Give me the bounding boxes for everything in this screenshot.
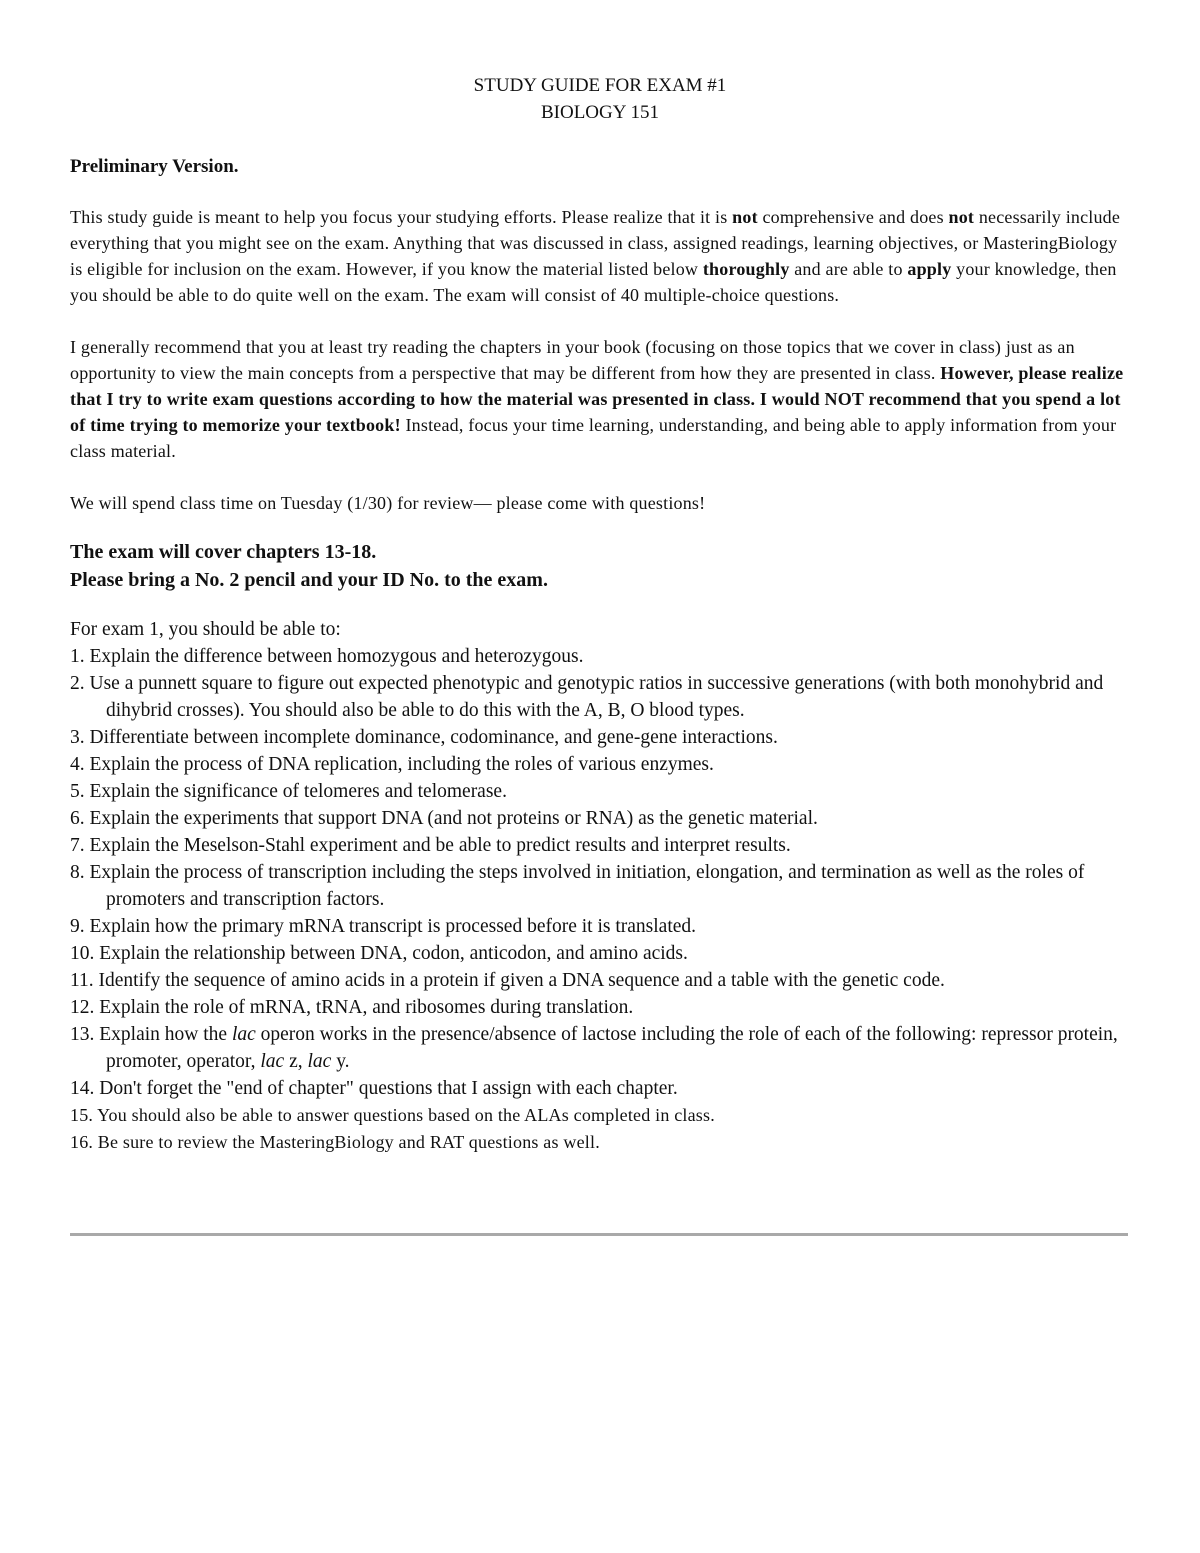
objective-item-13: [70, 1021, 1130, 1075]
objective-item-11: 11. Identify the sequence of amino acids in a protein if given a DNA sequence and a table with the genetic code.: [70, 970, 945, 991]
title-line-2: BIOLOGY 151: [540, 102, 660, 123]
exam-info: [70, 538, 1130, 594]
exam-chapters: The exam will cover chapters 13-18.: [70, 541, 377, 563]
objective-13-lac-2: lac: [260, 1051, 285, 1072]
objective-13-lac-3: lac: [307, 1051, 332, 1072]
objective-13-text-1: 13. Explain how the: [70, 1024, 232, 1045]
objective-item-7: 7. Explain the Meselson-Stahl experiment and be able to predict results and interpret results.: [70, 835, 791, 856]
horizontal-divider: [70, 1233, 1128, 1236]
objective-item-3: 3. Differentiate between incomplete dominance, codominance, and gene-gene interactions.: [70, 727, 778, 748]
document-title: [70, 72, 1130, 126]
objective-item-9: 9. Explain how the primary mRNA transcript is processed before it is translated.: [70, 916, 697, 937]
recommendation-bold: However, please realize that I try to write exam questions according to how the material was presented in class. I would NOT recommend that you spend a lot of time trying to memorize your textbook!: [70, 363, 1124, 435]
review-paragraph: We will spend class time on Tuesday (1/30) for review— please come with questions!: [70, 493, 706, 513]
objective-item-5: 5. Explain the significance of telomeres and telomerase.: [70, 781, 507, 802]
exam-materials: Please bring a No. 2 pencil and your ID No. to the exam.: [70, 569, 548, 591]
intro-bold-not-2: not: [948, 207, 975, 227]
intro-text-5: your knowledge, then you should be able to do quite well on the exam. The exam will consist of 40 multiple-choice questions.: [70, 259, 1117, 305]
study-guide-page: [70, 72, 1130, 1155]
intro-text-4: and are able to: [789, 259, 908, 279]
objective-item-14: 14. Don't forget the "end of chapter" questions that I assign with each chapter.: [70, 1078, 678, 1099]
objective-13-lac-1: lac: [231, 1024, 256, 1045]
intro-bold-thoroughly: thoroughly: [702, 259, 790, 279]
objective-item-16: 16. Be sure to review the MasteringBiology and RAT questions as well.: [70, 1131, 600, 1152]
intro-text-2: comprehensive and does: [757, 207, 949, 227]
intro-bold-apply: apply: [907, 259, 952, 279]
intro-text-1: This study guide is meant to help you focus your studying efforts. Please realize that it is: [70, 207, 733, 227]
objective-item-12: 12. Explain the role of mRNA, tRNA, and ribosomes during translation.: [70, 997, 634, 1018]
objective-item-1: 1. Explain the difference between homozygous and heterozygous.: [70, 646, 584, 667]
objectives-intro: For exam 1, you should be able to:: [70, 619, 341, 640]
intro-bold-not-1: not: [732, 207, 758, 227]
intro-paragraph: [70, 204, 1130, 308]
recommendation-text-2: Instead, focus your time learning, understanding, and being able to apply information from your class material.: [70, 415, 1117, 461]
objective-13-text-2: operon works in the presence/absence of lactose including the role of each of the following: repressor protein, promoter, operator,: [106, 1024, 1118, 1072]
objective-item-6: 6. Explain the experiments that support DNA (and not proteins or RNA) as the genetic material.: [70, 808, 818, 829]
recommendation-text-1: I generally recommend that you at least try reading the chapters in your book (focusing on those topics that we cover in class) just as an opportunity to view the main concepts from a perspective that may be different from how they are presented in class.: [70, 337, 1075, 383]
objective-13-text-4: y.: [331, 1051, 350, 1072]
preliminary-version-label: Preliminary Version.: [70, 156, 239, 177]
title-line-1: STUDY GUIDE FOR EXAM #1: [473, 75, 727, 96]
objective-13-text-3: z,: [284, 1051, 308, 1072]
objective-item-10: 10. Explain the relationship between DNA, codon, anticodon, and amino acids.: [70, 943, 688, 964]
intro-text-3: necessarily include everything that you might see on the exam. Anything that was discussed in class, assigned readings, learning objectives, or MasteringBiology is eligible for inclusion on the exam. However, if you know the material listed below: [70, 207, 1121, 279]
recommendation-paragraph: [70, 334, 1130, 464]
objective-item-4: 4. Explain the process of DNA replication, including the roles of various enzymes.: [70, 754, 714, 775]
objectives-list: [70, 616, 1130, 1155]
objective-item-8: 8. Explain the process of transcription including the steps involved in initiation, elongation, and termination as well as the roles of promoters and transcription factors.: [70, 862, 1085, 910]
objective-item-15: 15. You should also be able to answer questions based on the ALAs completed in class.: [70, 1105, 715, 1125]
objective-item-2: 2. Use a punnett square to figure out expected phenotypic and genotypic ratios in successive generations (with both monohybrid and dihybrid crosses). You should also be able to do this with the A, B, O blood types.: [70, 673, 1104, 721]
